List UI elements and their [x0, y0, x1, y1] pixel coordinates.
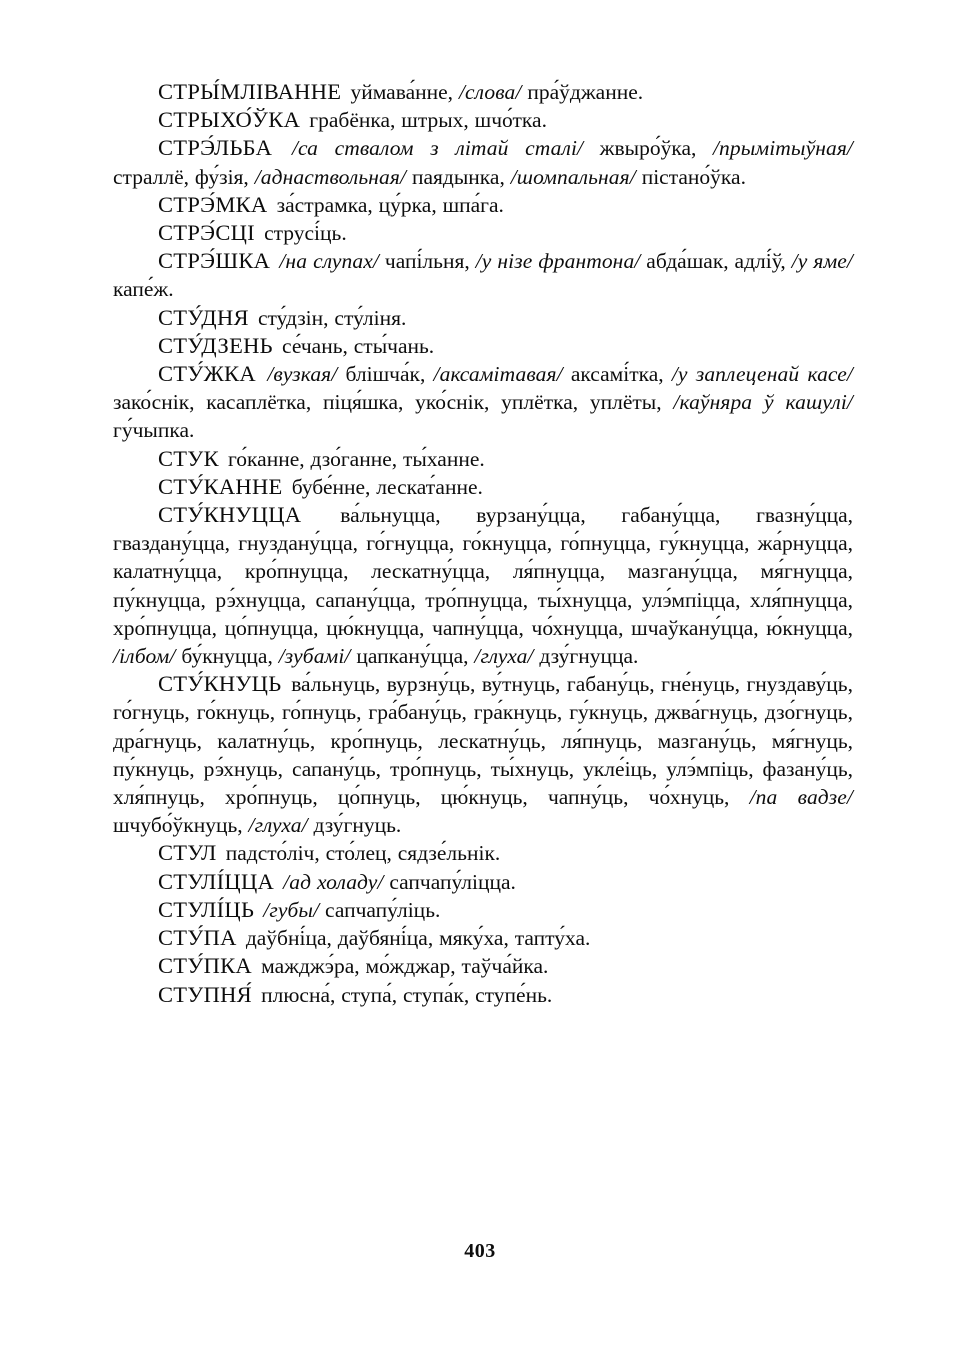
dictionary-entry: [113, 445, 853, 473]
entry-headword: СТРЭ́ЛЬБА: [158, 135, 273, 161]
dictionary-entry: [113, 501, 853, 670]
dictionary-entry: [113, 981, 853, 1009]
entry-list: [113, 78, 853, 1009]
entry-gloss: /аксамітавая/: [433, 362, 563, 387]
dictionary-entry: [113, 304, 853, 332]
entry-gloss: /каўняра ў кашулі/: [673, 390, 853, 415]
entry-gloss: /у нізе франтона/: [475, 249, 641, 274]
entry-gloss: /са ствалом з літай сталі/: [291, 136, 584, 161]
entry-synonyms: паядынка,: [406, 164, 511, 189]
dictionary-entry: [113, 219, 853, 247]
dictionary-entry: [113, 924, 853, 952]
entry-headword: СТРЫХО́ЎКА: [158, 107, 301, 133]
entry-gloss: /глуха/: [248, 813, 308, 838]
dictionary-entry: [113, 78, 853, 106]
entry-gloss: /шомпальная/: [510, 164, 636, 189]
entry-synonyms: струсі́ць.: [264, 221, 347, 246]
entry-synonyms: за́страмка, цу́рка, шпа́га.: [276, 192, 504, 217]
entry-headword: СТУЛІ́ЦЬ: [158, 896, 255, 922]
dictionary-entry: [113, 868, 853, 896]
entry-synonyms: сапчапу́ліцца.: [383, 869, 516, 894]
entry-synonyms: гу́чыпка.: [113, 418, 195, 443]
entry-gloss: /у заплеценай касе/: [671, 362, 853, 387]
entry-gloss: /ад холаду/: [283, 869, 384, 894]
entry-synonyms: бубе́нне, лескат́анне.: [291, 474, 483, 499]
entry-gloss: /у яме/: [791, 249, 854, 274]
dictionary-entry: [113, 247, 853, 303]
entry-headword: СТУЛ: [158, 840, 217, 866]
entry-synonyms: дзу́гнуць.: [307, 813, 402, 838]
dictionary-entry: [113, 473, 853, 501]
entry-headword: СТУ́ЖКА: [158, 361, 256, 387]
entry-headword: СТУ́ПКА: [158, 953, 252, 979]
entry-synonyms: сту́дзін, сту́ліня.: [257, 305, 407, 330]
entry-headword: СТРЭ́СЦІ: [158, 220, 255, 246]
entry-synonyms: зако́снік, касаплётка, піця́шка, уко́снік, уплётка, уплёты,: [113, 390, 674, 415]
entry-synonyms: дзу́гнуцца.: [533, 644, 639, 669]
entry-headword: СТУК: [158, 445, 219, 471]
dictionary-entry: [113, 896, 853, 924]
entry-synonyms: грабёнка, штрых, шчо́тка.: [309, 108, 547, 133]
entry-synonyms: капе́ж.: [113, 277, 174, 302]
entry-synonyms: бу́кнуцца,: [175, 644, 279, 669]
entry-headword: СТРЭ́ШКА: [158, 248, 271, 274]
entry-synonyms: пістано́ўка.: [635, 164, 746, 189]
entry-headword: СТУ́ПА: [158, 925, 237, 951]
entry-synonyms: ва́льнуцца, вурзану́цца, габану́цца, гвазну́цца, гваздану́цца, гнуздану́цца, го́гнуцца, го́кнуцца, го́пнуцца, гу́кнуцца, жа́рнуцца, калатну́цца, кро́пнуцца, лескатну́цца, ля́пнуцца, мазгану́цца, мя́гнуцца, пу́кнуцца, рэ́хнуцца, сапану́цца, тро́пнуцца, ты́хнуцца, улэ́мпіцца, хля́пнуцца, хро́пнуцца, цо́пнуцца, цю́кнуцца, чапну́цца, чо́хнуцца, шчаўкану́цца, ю́кнуцца,: [113, 503, 854, 640]
entry-synonyms: сапчапу́ліць.: [319, 897, 441, 922]
entry-headword: СТУ́КНУЦЦА: [158, 502, 302, 528]
entry-gloss: /глуха/: [474, 644, 534, 669]
entry-synonyms: даўбні́ца, даўбяні́ца, мяку́ха, тапту́ха.: [245, 926, 591, 951]
entry-gloss: /слова/: [458, 80, 522, 104]
entry-headword: СТУ́ДНЯ: [158, 304, 249, 330]
dictionary-entry: [113, 134, 853, 190]
entry-synonyms: уймава́нне,: [350, 80, 459, 104]
page-number: 403: [464, 1240, 496, 1262]
entry-synonyms: падсто́ліч, сто́лец, сядзе́льнік.: [225, 841, 501, 866]
entry-headword: СТУПНЯ́: [158, 981, 252, 1007]
entry-synonyms: се́чань, сты́чань.: [282, 333, 435, 358]
entry-headword: СТРЫ́МЛІВАННЕ: [158, 79, 342, 104]
entry-synonyms: плюсна́, ступа́, ступа́к, ступе́нь.: [261, 982, 553, 1007]
entry-gloss: /аднаствольная/: [254, 164, 407, 189]
dictionary-entry: [113, 106, 853, 134]
entry-synonyms: жвыро́ўка,: [583, 136, 713, 161]
entry-gloss: /вузкая/: [267, 362, 338, 387]
entry-synonyms: страллё, фу́зія,: [113, 164, 255, 189]
entry-headword: СТУ́КАННЕ: [158, 473, 283, 499]
dictionary-entry: [113, 839, 853, 867]
entry-gloss: /прымітыўная/: [712, 136, 853, 161]
dictionary-entry: [113, 670, 853, 839]
entry-synonyms: аксамі́тка,: [562, 362, 672, 387]
dictionary-entry: [113, 360, 853, 445]
entry-synonyms: шчубо́ўкнуць,: [113, 813, 249, 838]
entry-gloss: /па вадзе/: [749, 785, 853, 810]
entry-headword: СТУ́ДЗЕНЬ: [158, 332, 273, 358]
entry-synonyms: мажджэ́ра, мо́жджар, таўча́йка.: [261, 954, 549, 979]
entry-synonyms: цапкану́цца,: [350, 644, 475, 669]
entry-headword: СТУЛІ́ЦЦА: [158, 868, 275, 894]
entry-gloss: /на слупах/: [279, 249, 379, 274]
entry-headword: СТРЭ́МКА: [158, 191, 268, 217]
entry-headword: СТУ́КНУЦЬ: [158, 671, 282, 697]
entry-synonyms: го́канне, дзо́ганне, ты́ханне.: [228, 446, 485, 471]
entry-gloss: /губы/: [263, 897, 320, 922]
entry-synonyms: блішча́к,: [337, 362, 434, 387]
entry-synonyms: чапі́льня,: [378, 249, 476, 274]
entry-gloss: /ілбом/: [113, 644, 176, 669]
dictionary-entry: [113, 332, 853, 360]
entry-synonyms: пра́ўджанне.: [521, 80, 644, 104]
entry-synonyms: абда́шак, адлі́ў,: [640, 249, 792, 274]
entry-gloss: /зубамі/: [278, 644, 351, 669]
dictionary-entry: [113, 191, 853, 219]
entry-synonyms: ва́льнуць, вурзну́ць, ву́тнуць, габану́ць, гне́нуць, гнуздаву́ць, го́гнуць, го́кнуць, го́пнуць, гра́бану́ць, гра́кнуць, гу́кнуць, джва́гнуць, дзо́гнуць, дра́гнуць, калатну́ць, кро́пнуць, лескатну́ць, ля́пнуць, мазгану́ць, мя́гнуць, пу́кнуць, рэ́хнуць, сапану́ць, тро́пнуць, ты́хнуць, укле́іць, улэ́мпіць, фазану́ць, хля́пнуць, хро́пнуць, цо́пнуць, цю́кнуць, чапну́ць, чо́хнуць,: [113, 672, 853, 810]
dictionary-entry: [113, 952, 853, 980]
